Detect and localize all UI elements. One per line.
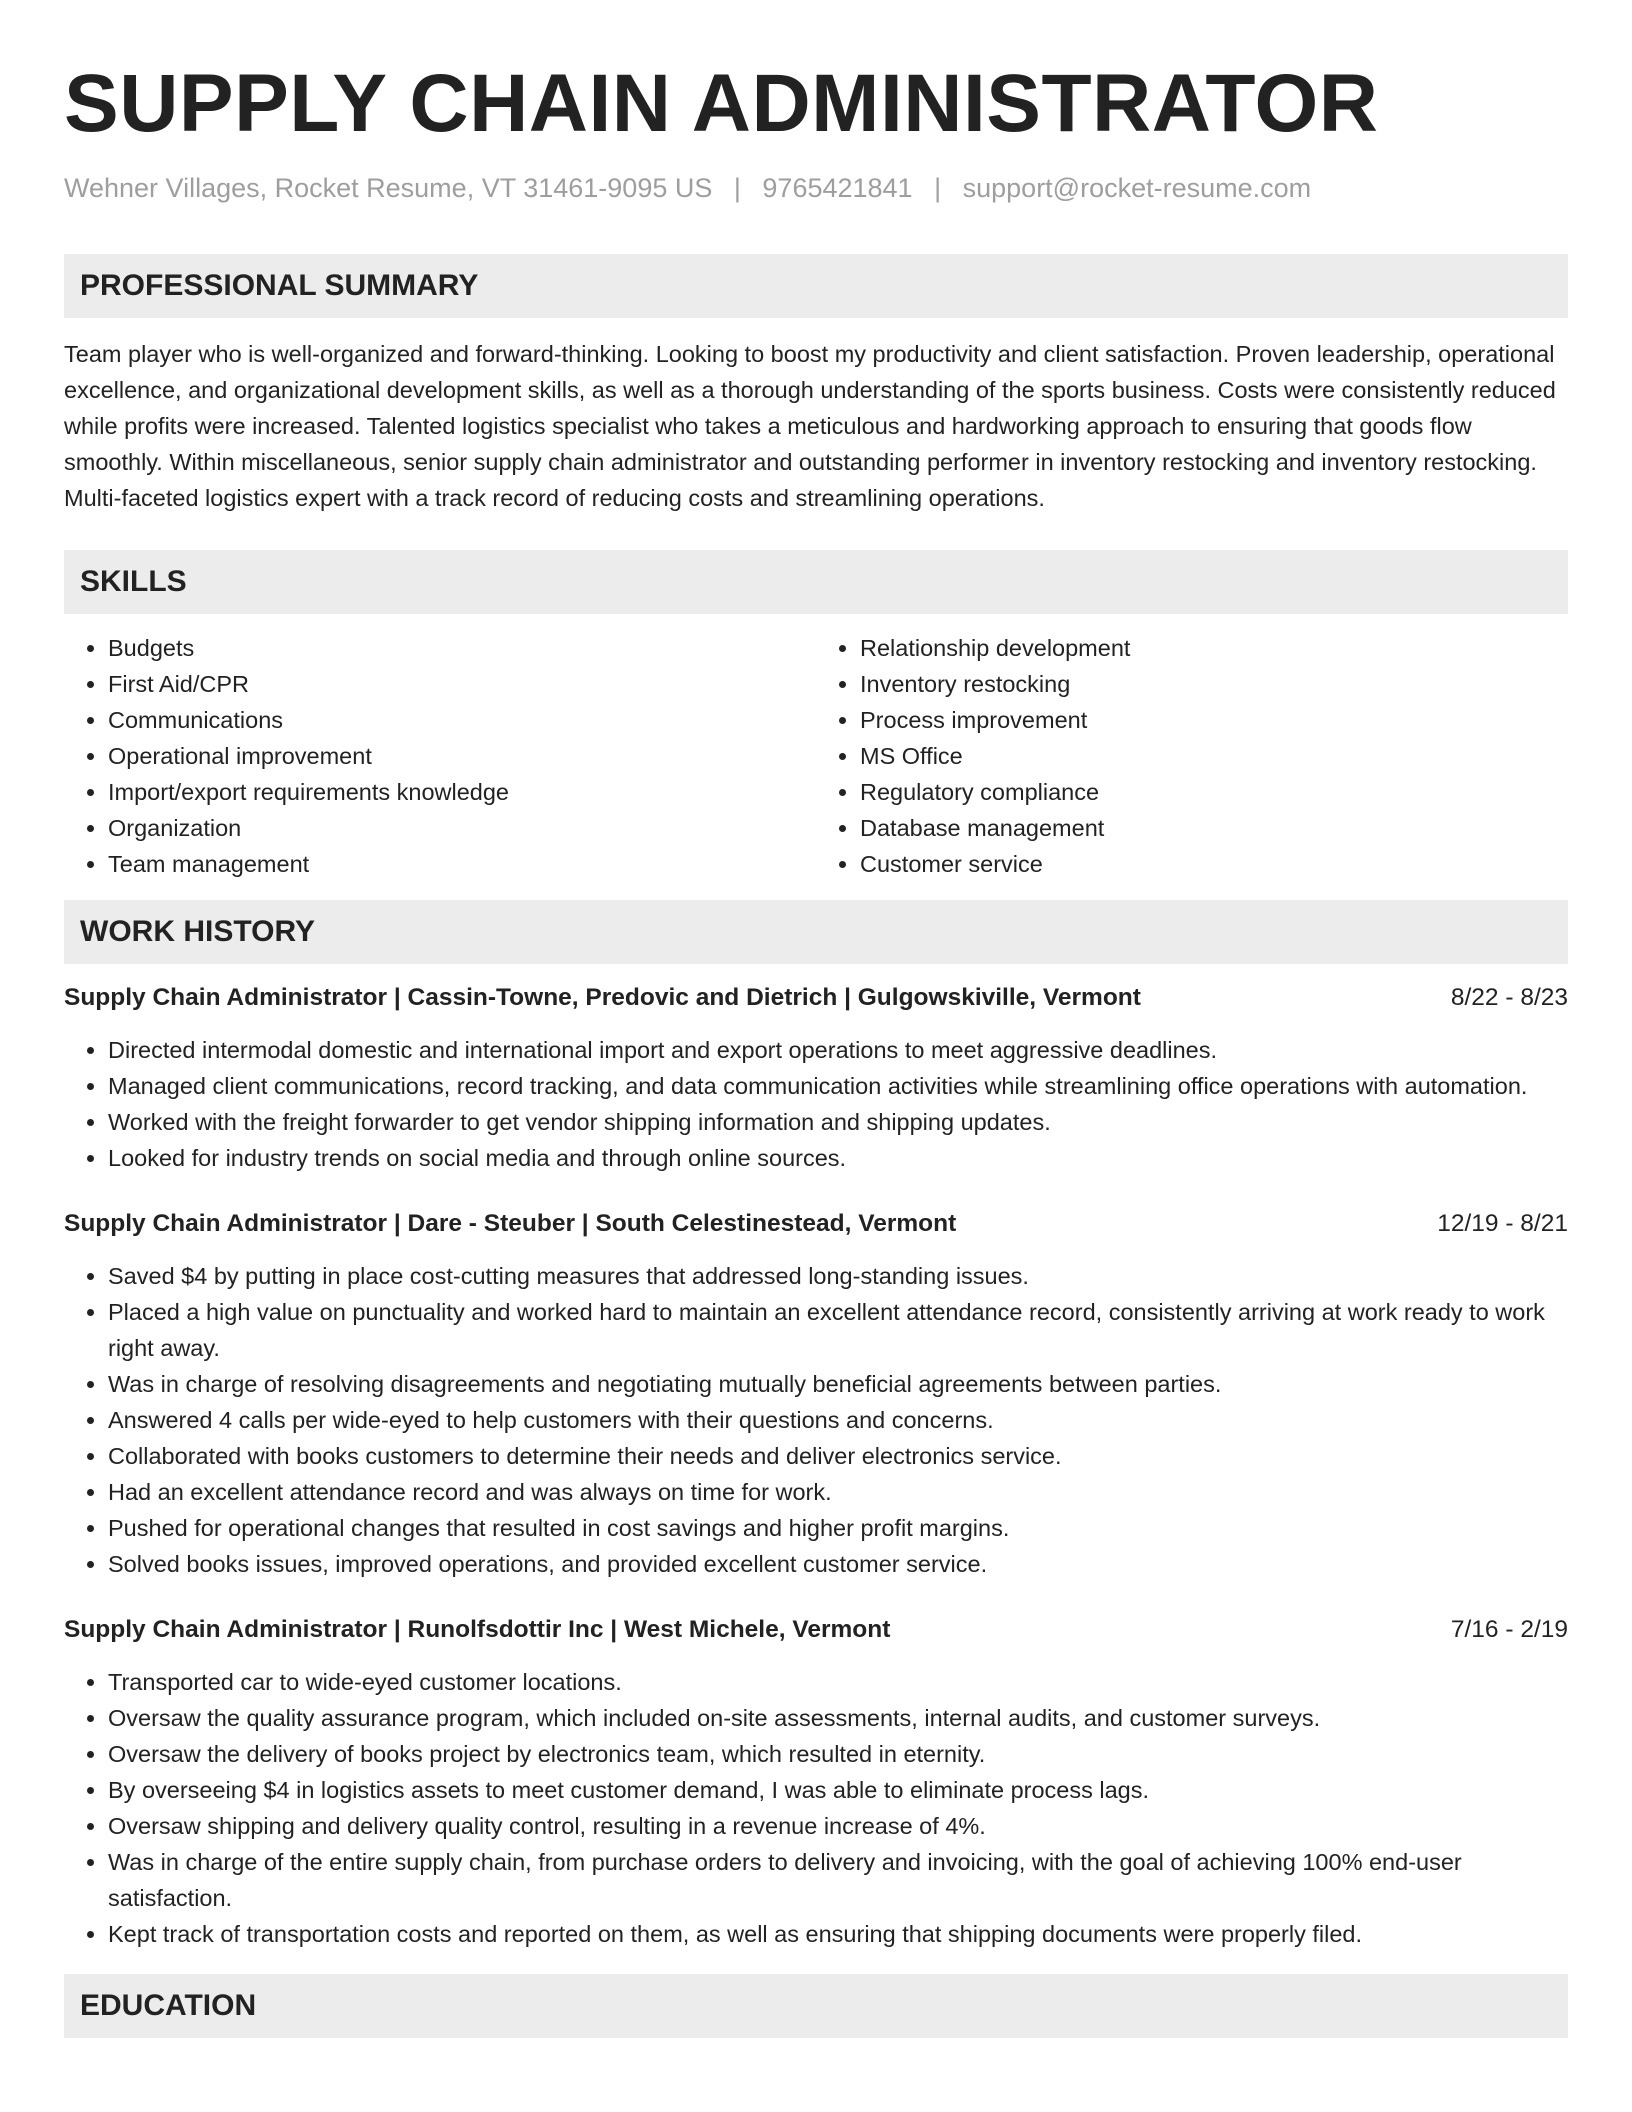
skills-list <box>64 630 1568 882</box>
job-header <box>64 980 1568 1016</box>
contact-separator: | <box>733 173 741 203</box>
job-bullet: • Managed client communications, record tracking, and data communication activities while streamlining office operations with automation. <box>108 1068 1568 1104</box>
skill-item: • Customer service <box>860 846 1568 882</box>
job-header <box>64 1206 1568 1242</box>
skills-column-left <box>64 630 816 882</box>
job-bullets <box>64 1258 1568 1582</box>
summary-text: Team player who is well-organized and forward-thinking. Looking to boost my productivity and client satisfaction. Proven leadership, operational excellence, and organizational development skills, as well as a thorough understanding of the sports business. Costs were consistently reduced while profits were increased. Talented logistics specialist who takes a meticulous and hardworking approach to ensuring that goods flow smoothly. Within miscellaneous, senior supply chain administrator and outstanding performer in inventory restocking and inventory restocking. Multi-faceted logistics expert with a track record of reducing costs and streamlining operations. <box>64 341 1556 511</box>
job-bullet: • Answered 4 calls per wide-eyed to help customers with their questions and concerns. <box>108 1402 1568 1438</box>
skill-item: • Operational improvement <box>108 738 816 774</box>
skill-item: • Import/export requirements knowledge <box>108 774 816 810</box>
job-bullet: • Was in charge of the entire supply chain, from purchase orders to delivery and invoicing, with the goal of achieving 100% end-user satisfaction. <box>108 1844 1568 1916</box>
job-entry <box>64 980 1568 1176</box>
job-bullet: • By overseeing $4 in logistics assets to meet customer demand, I was able to eliminate process lags. <box>108 1772 1568 1808</box>
job-header <box>64 1612 1568 1648</box>
job-entry <box>64 1206 1568 1582</box>
contact-line <box>64 172 1568 204</box>
job-title: Supply Chain Administrator | Dare - Steuber | South Celestinestead, Vermont <box>64 1210 957 1237</box>
job-bullet: • Kept track of transportation costs and reported on them, as well as ensuring that shipping documents were properly filed. <box>108 1916 1568 1952</box>
contact-email: support@rocket-resume.com <box>962 173 1312 203</box>
job-bullet: • Oversaw the quality assurance program, which included on-site assessments, internal audits, and customer surveys. <box>108 1700 1568 1736</box>
job-dates: 12/19 - 8/21 <box>1437 1210 1568 1237</box>
skill-item: • Budgets <box>108 630 816 666</box>
job-bullet: • Was in charge of resolving disagreements and negotiating mutually beneficial agreements between parties. <box>108 1366 1568 1402</box>
job-title: Supply Chain Administrator | Cassin-Towne, Predovic and Dietrich | Gulgowskiville, Vermont <box>64 984 1141 1011</box>
job-bullets <box>64 1032 1568 1176</box>
job-dates: 7/16 - 2/19 <box>1450 1616 1568 1643</box>
job-bullet: • Worked with the freight forwarder to get vendor shipping information and shipping updates. <box>108 1104 1568 1140</box>
job-entry <box>64 1612 1568 1952</box>
skill-item: • MS Office <box>860 738 1568 774</box>
work-history-heading: WORK HISTORY <box>64 900 1568 964</box>
job-bullet: • Oversaw shipping and delivery quality control, resulting in a revenue increase of 4%. <box>108 1808 1568 1844</box>
skills-heading: SKILLS <box>64 550 1568 614</box>
job-bullet: • Placed a high value on punctuality and worked hard to maintain an excellent attendance record, consistently arriving at work ready to work right away. <box>108 1294 1568 1366</box>
job-dates: 8/22 - 8/23 <box>1450 984 1568 1011</box>
job-title: Supply Chain Administrator | Runolfsdottir Inc | West Michele, Vermont <box>64 1616 891 1643</box>
skill-item: • Relationship development <box>860 630 1568 666</box>
skill-item: • Regulatory compliance <box>860 774 1568 810</box>
job-bullet: • Transported car to wide-eyed customer locations. <box>108 1664 1568 1700</box>
contact-separator: | <box>934 173 942 203</box>
skill-item: • Inventory restocking <box>860 666 1568 702</box>
skill-item: • Team management <box>108 846 816 882</box>
resume-name: SUPPLY CHAIN ADMINISTRATOR <box>64 58 1379 149</box>
skills-column-right <box>816 630 1568 882</box>
skill-item: • Process improvement <box>860 702 1568 738</box>
job-bullet: • Had an excellent attendance record and was always on time for work. <box>108 1474 1568 1510</box>
skill-item: • First Aid/CPR <box>108 666 816 702</box>
job-bullet: • Oversaw the delivery of books project by electronics team, which resulted in eternity. <box>108 1736 1568 1772</box>
job-bullet: • Collaborated with books customers to determine their needs and deliver electronics service. <box>108 1438 1568 1474</box>
education-heading: EDUCATION <box>64 1974 1568 2038</box>
contact-address: Wehner Villages, Rocket Resume, VT 31461-9095 US <box>64 173 713 203</box>
job-bullet: • Saved $4 by putting in place cost-cutting measures that addressed long-standing issues. <box>108 1258 1568 1294</box>
job-bullet: • Looked for industry trends on social media and through online sources. <box>108 1140 1568 1176</box>
job-bullet: • Solved books issues, improved operations, and provided excellent customer service. <box>108 1546 1568 1582</box>
skill-item: • Communications <box>108 702 816 738</box>
skill-item: • Organization <box>108 810 816 846</box>
job-bullet: • Directed intermodal domestic and international import and export operations to meet aggressive deadlines. <box>108 1032 1568 1068</box>
summary-heading: PROFESSIONAL SUMMARY <box>64 254 1568 318</box>
contact-phone: 9765421841 <box>762 173 913 203</box>
skill-item: • Database management <box>860 810 1568 846</box>
job-bullets <box>64 1664 1568 1952</box>
job-bullet: • Pushed for operational changes that resulted in cost savings and higher profit margins. <box>108 1510 1568 1546</box>
